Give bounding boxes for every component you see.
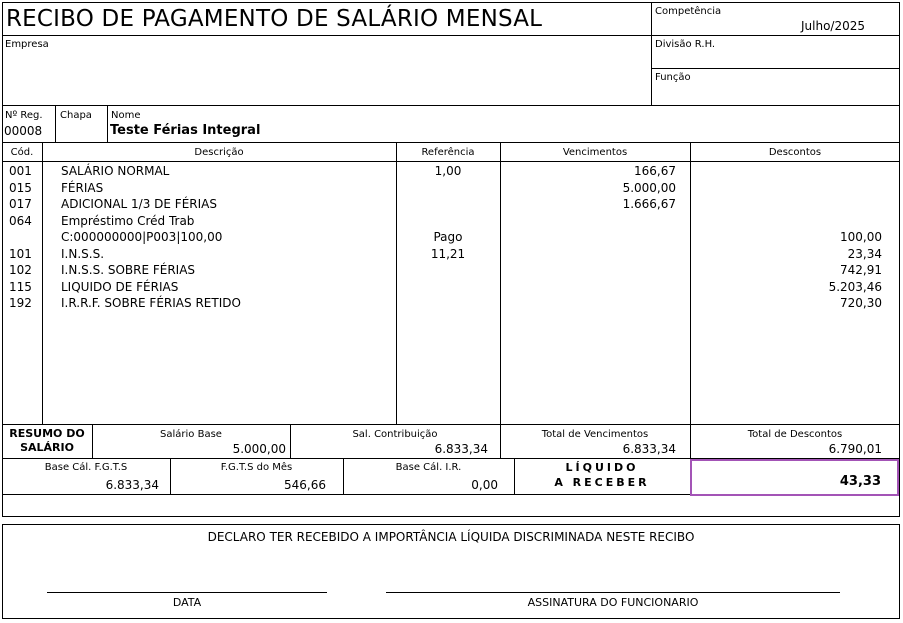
item-descontos: 100,00	[840, 230, 882, 244]
sal-contribuicao-value: 6.833,34	[434, 442, 488, 456]
col-descricao: Descrição	[194, 147, 244, 158]
nome-value: Teste Férias Integral	[110, 123, 261, 138]
col-referencia: Referência	[421, 147, 475, 158]
item-cod: 102	[9, 263, 32, 277]
funcao-label: Função	[655, 72, 691, 83]
col-cod: Cód.	[10, 147, 34, 158]
assinatura-label: ASSINATURA DO FUNCIONARIO	[527, 596, 699, 609]
item-vencimentos: 1.666,67	[622, 197, 676, 211]
declaration-text: DECLARO TER RECEBIDO A IMPORTÂNCIA LÍQUIDA DISCRIMINADA NESTE RECIBO	[207, 530, 695, 544]
chapa-label: Chapa	[60, 110, 92, 121]
item-referencia: 11,21	[430, 247, 466, 261]
item-cod: 015	[9, 181, 32, 195]
item-descontos: 742,91	[840, 263, 882, 277]
reg-label: Nº Reg.	[5, 110, 43, 121]
item-descricao: SALÁRIO NORMAL	[61, 164, 170, 178]
item-referencia: Pago	[433, 230, 463, 244]
competencia-label: Competência	[655, 6, 722, 17]
nome-label: Nome	[111, 110, 141, 121]
item-descontos: 720,30	[840, 296, 882, 310]
item-descricao: I.N.S.S. SOBRE FÉRIAS	[61, 263, 196, 277]
base-fgts-label: Base Cál. F.G.T.S	[44, 462, 128, 473]
col-vencimentos: Vencimentos	[562, 147, 628, 158]
item-referencia: 1,00	[434, 164, 462, 178]
reg-value: 00008	[4, 124, 43, 138]
item-descricao: I.R.R.F. SOBRE FÉRIAS RETIDO	[61, 296, 241, 310]
item-cod: 115	[9, 280, 32, 294]
divisao-label: Divisão R.H.	[655, 39, 716, 50]
funcionario-signature-line	[386, 592, 840, 593]
resumo-line2: SALÁRIO	[20, 441, 74, 454]
item-descricao: ADICIONAL 1/3 DE FÉRIAS	[61, 197, 217, 211]
salario-base-value: 5.000,00	[232, 442, 286, 456]
item-cod: 192	[9, 296, 32, 310]
receipt-title: RECIBO DE PAGAMENTO DE SALÁRIO MENSAL	[6, 6, 543, 32]
salario-base-label: Salário Base	[160, 429, 222, 440]
empresa-label: Empresa	[5, 39, 49, 50]
sal-contribuicao-label: Sal. Contribuição	[352, 429, 438, 440]
liquido-value: 43,33	[839, 474, 881, 489]
total-descontos-value: 6.790,01	[828, 442, 882, 456]
liquido-line1: LÍQUIDO	[565, 461, 639, 474]
fgts-mes-value: 546,66	[284, 478, 326, 492]
item-descricao: LIQUIDO DE FÉRIAS	[61, 280, 179, 294]
item-vencimentos: 5.000,00	[622, 181, 676, 195]
item-descricao: FÉRIAS	[61, 181, 104, 195]
item-descontos: 5.203,46	[828, 280, 882, 294]
item-vencimentos: 166,67	[634, 164, 676, 178]
item-cod: 017	[9, 197, 32, 211]
item-descricao: C:000000000|P003|100,00	[61, 230, 223, 244]
liquido-line2: A RECEBER	[554, 476, 650, 489]
spacer-row	[2, 495, 900, 517]
fgts-mes-label: F.G.T.S do Mês	[220, 462, 293, 473]
col-descontos: Descontos	[768, 147, 822, 158]
base-ir-label: Base Cál. I.R.	[395, 462, 462, 473]
item-descontos: 23,34	[847, 247, 882, 261]
item-cod: 101	[9, 247, 32, 261]
total-vencimentos-label: Total de Vencimentos	[541, 429, 649, 440]
base-fgts-value: 6.833,34	[105, 478, 159, 492]
item-cod: 064	[9, 214, 32, 228]
competencia-value: Julho/2025	[801, 19, 866, 33]
resumo-line1: RESUMO DO	[9, 427, 85, 440]
data-label: DATA	[172, 596, 202, 609]
total-descontos-label: Total de Descontos	[747, 429, 843, 440]
base-ir-value: 0,00	[471, 478, 498, 492]
item-descricao: Empréstimo Créd Trab	[61, 214, 195, 228]
item-cod: 001	[9, 164, 32, 178]
item-descricao: I.N.S.S.	[61, 247, 105, 261]
total-vencimentos-value: 6.833,34	[622, 442, 676, 456]
data-signature-line	[47, 592, 327, 593]
